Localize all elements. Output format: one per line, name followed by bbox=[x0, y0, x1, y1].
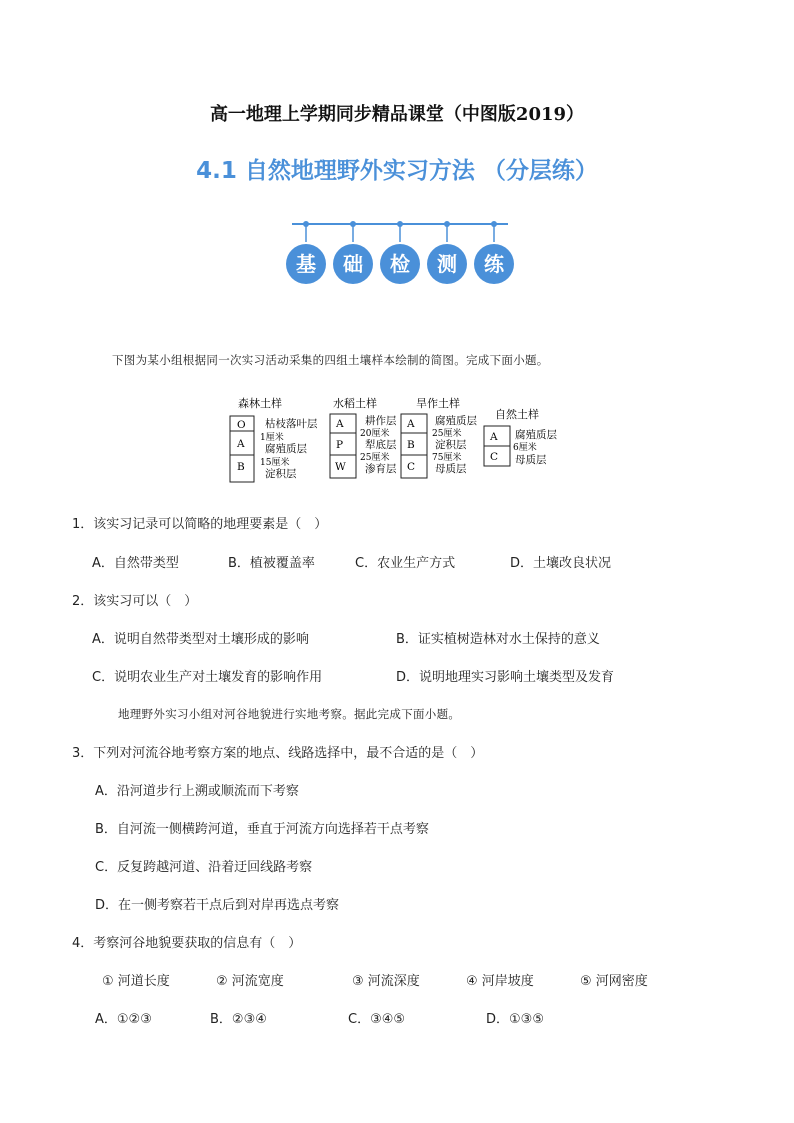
section1-intro: 下图为某小组根据同一次实习活动采集的四组土壤样本绘制的简图。完成下面小题。 bbox=[112, 353, 549, 367]
q2-option-d[interactable]: D．说明地理实习影响土壤类型及发育 bbox=[396, 670, 615, 685]
soil-figure-svg bbox=[228, 394, 568, 486]
q4-item-1: ① 河道长度 bbox=[102, 974, 170, 989]
page-subtitle: 4.1 自然地理野外实习方法 （分层练） bbox=[196, 158, 598, 184]
soil-figure bbox=[228, 394, 568, 486]
soil-layer-b: B bbox=[237, 461, 245, 473]
soil-label: 母质层 bbox=[435, 463, 467, 475]
soil-title-dry: 旱作土样 bbox=[416, 397, 460, 410]
banner-char: 检 bbox=[390, 252, 410, 276]
q4-option-b[interactable]: B．②③④ bbox=[210, 1012, 267, 1027]
soil-depth: 25厘米 bbox=[432, 429, 462, 439]
soil-label: 腐殖质层 bbox=[265, 443, 307, 455]
q1-option-b[interactable]: B．植被覆盖率 bbox=[228, 556, 315, 571]
soil-layer-c: C bbox=[490, 451, 499, 463]
q3-option-b[interactable]: B．自河流一侧横跨河道，垂直于河流方向选择若干点考察 bbox=[95, 822, 429, 837]
q3-option-d[interactable]: D．在一侧考察若干点后到对岸再选点考察 bbox=[95, 898, 340, 913]
q2-option-b[interactable]: B．证实植树造林对水土保持的意义 bbox=[396, 632, 600, 647]
soil-label: 犁底层 bbox=[365, 439, 397, 451]
q1-option-c[interactable]: C．农业生产方式 bbox=[355, 556, 456, 571]
banner-graphic bbox=[280, 218, 520, 288]
q4-option-c[interactable]: C．③④⑤ bbox=[348, 1012, 406, 1027]
soil-depth: 20厘米 bbox=[360, 429, 390, 439]
section2-intro: 地理野外实习小组对河谷地貌进行实地考察。据此完成下面小题。 bbox=[118, 707, 461, 721]
soil-depth: 1厘米 bbox=[260, 433, 284, 443]
soil-label: 母质层 bbox=[515, 454, 547, 466]
soil-depth: 75厘米 bbox=[432, 453, 462, 463]
soil-label: 枯枝落叶层 bbox=[265, 418, 318, 430]
q4-option-a[interactable]: A．①②③ bbox=[95, 1012, 152, 1027]
soil-label: 耕作层 bbox=[365, 415, 397, 427]
q1-option-d[interactable]: D．土壤改良状况 bbox=[510, 556, 612, 571]
question-3-stem: 3．下列对河流谷地考察方案的地点、线路选择中，最不合适的是（ ） bbox=[72, 746, 484, 761]
q2-option-a[interactable]: A．说明自然带类型对土壤形成的影响 bbox=[92, 632, 309, 647]
soil-layer-c: C bbox=[407, 461, 416, 473]
soil-layer-a: A bbox=[407, 418, 415, 430]
soil-depth: 6厘米 bbox=[513, 443, 537, 453]
banner-char: 基 bbox=[296, 252, 316, 276]
question-4-stem: 4．考察河谷地貌要获取的信息有（ ） bbox=[72, 936, 302, 951]
soil-label: 渗育层 bbox=[365, 463, 397, 475]
soil-depth: 25厘米 bbox=[360, 453, 390, 463]
soil-title-forest: 森林土样 bbox=[238, 397, 282, 410]
page-title: 高一地理上学期同步精品课堂（中图版2019） bbox=[209, 104, 585, 125]
soil-layer-o: O bbox=[237, 419, 246, 431]
soil-label: 淀积层 bbox=[435, 439, 467, 451]
q2-option-c[interactable]: C．说明农业生产对土壤发育的影响作用 bbox=[92, 670, 323, 685]
soil-label: 腐殖质层 bbox=[435, 415, 477, 427]
soil-layer-b: B bbox=[407, 439, 415, 451]
soil-layer-a: A bbox=[336, 418, 344, 430]
q3-option-a[interactable]: A．沿河道步行上溯或顺流而下考察 bbox=[95, 784, 299, 799]
q1-option-a[interactable]: A．自然带类型 bbox=[92, 556, 179, 571]
q4-item-2: ② 河流宽度 bbox=[216, 974, 284, 989]
section-banner bbox=[280, 218, 520, 288]
q3-option-c[interactable]: C．反复跨越河道、沿着迂回线路考察 bbox=[95, 860, 313, 875]
soil-label: 腐殖质层 bbox=[515, 429, 557, 441]
soil-depth: 15厘米 bbox=[260, 458, 290, 468]
question-1-stem: 1．该实习记录可以简略的地理要素是（ ） bbox=[72, 517, 328, 532]
soil-label: 淀积层 bbox=[265, 468, 297, 480]
soil-layer-w: W bbox=[335, 461, 346, 473]
banner-char: 础 bbox=[343, 252, 363, 276]
banner-char: 练 bbox=[484, 252, 504, 276]
q4-item-3: ③ 河流深度 bbox=[352, 974, 420, 989]
soil-title-rice: 水稻土样 bbox=[333, 397, 377, 410]
soil-title-natural: 自然土样 bbox=[495, 408, 539, 421]
banner-char: 测 bbox=[437, 252, 457, 276]
q4-item-5: ⑤ 河网密度 bbox=[580, 974, 648, 989]
soil-layer-a: A bbox=[490, 431, 498, 443]
q4-option-d[interactable]: D．①③⑤ bbox=[486, 1012, 544, 1027]
q4-item-4: ④ 河岸坡度 bbox=[466, 974, 534, 989]
question-2-stem: 2．该实习可以（ ） bbox=[72, 594, 198, 609]
soil-layer-p: P bbox=[336, 439, 344, 451]
soil-layer-a: A bbox=[237, 438, 245, 450]
